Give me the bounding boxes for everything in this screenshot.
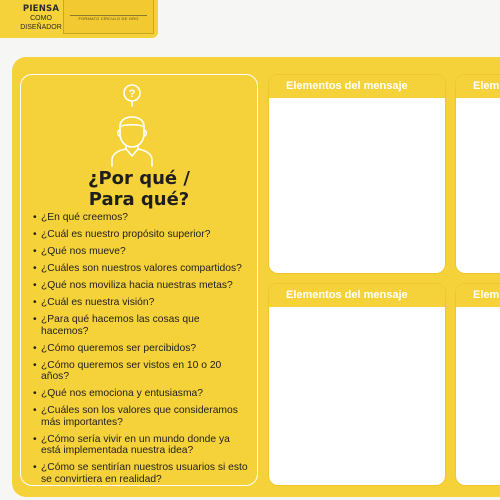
question-item: • ¿Cuál es nuestro propósito superior? — [33, 229, 248, 241]
format-label: FORMATO CÍRCULO DE ORO — [78, 16, 139, 21]
header-card — [0, 0, 158, 38]
message-elements-box[interactable] — [455, 283, 500, 486]
question-item: • ¿Cuáles son los valores que consideramos más importantes? — [33, 405, 248, 428]
question-item: • ¿Qué nos mueve? — [33, 246, 248, 258]
title-line-1: ¿Por qué / — [88, 168, 190, 189]
question-item: • ¿Para qué hacemos las cosas que hacemos? — [33, 314, 248, 337]
question-item: • ¿Cuáles son nuestros valores compartidos? — [33, 263, 248, 275]
brand-line-3: DISEÑADOR — [20, 24, 62, 31]
question-item: • ¿Cómo queremos ser vistos en 10 o 20 años? — [33, 360, 248, 383]
title-line-2: Para qué? — [88, 189, 190, 210]
question-item: • ¿En qué creemos? — [33, 212, 248, 224]
question-list — [33, 212, 248, 491]
why-title — [20, 168, 258, 210]
brand-line-2: COMO — [30, 15, 52, 22]
svg-text:?: ? — [128, 88, 136, 100]
question-item: • ¿Qué nos emociona y entusiasma? — [33, 388, 248, 400]
box-header: Elementos del mensaje — [269, 284, 445, 307]
box-header: Elem — [456, 284, 500, 307]
message-elements-box[interactable] — [455, 74, 500, 274]
person-question-icon — [108, 80, 158, 168]
box-header: Elementos del mensaje — [269, 75, 445, 98]
box-header: Elem — [456, 75, 500, 98]
message-elements-box[interactable] — [268, 283, 446, 486]
brand-line-1: PIENSA — [22, 4, 60, 14]
question-item: • ¿Cómo queremos ser percibidos? — [33, 343, 248, 355]
question-item: • ¿Cuál es nuestra visión? — [33, 297, 248, 309]
format-box — [63, 0, 154, 34]
message-elements-box[interactable] — [268, 74, 446, 274]
question-item: • ¿Cómo se sentirían nuestros usuarios si esto se convirtiera en realidad? — [33, 462, 248, 485]
brand-logo — [20, 5, 62, 32]
question-item: • ¿Qué nos moviliza hacia nuestras metas? — [33, 280, 248, 292]
question-item: • ¿Cómo sería vivir en un mundo donde ya está implementada nuestra idea? — [33, 434, 248, 457]
